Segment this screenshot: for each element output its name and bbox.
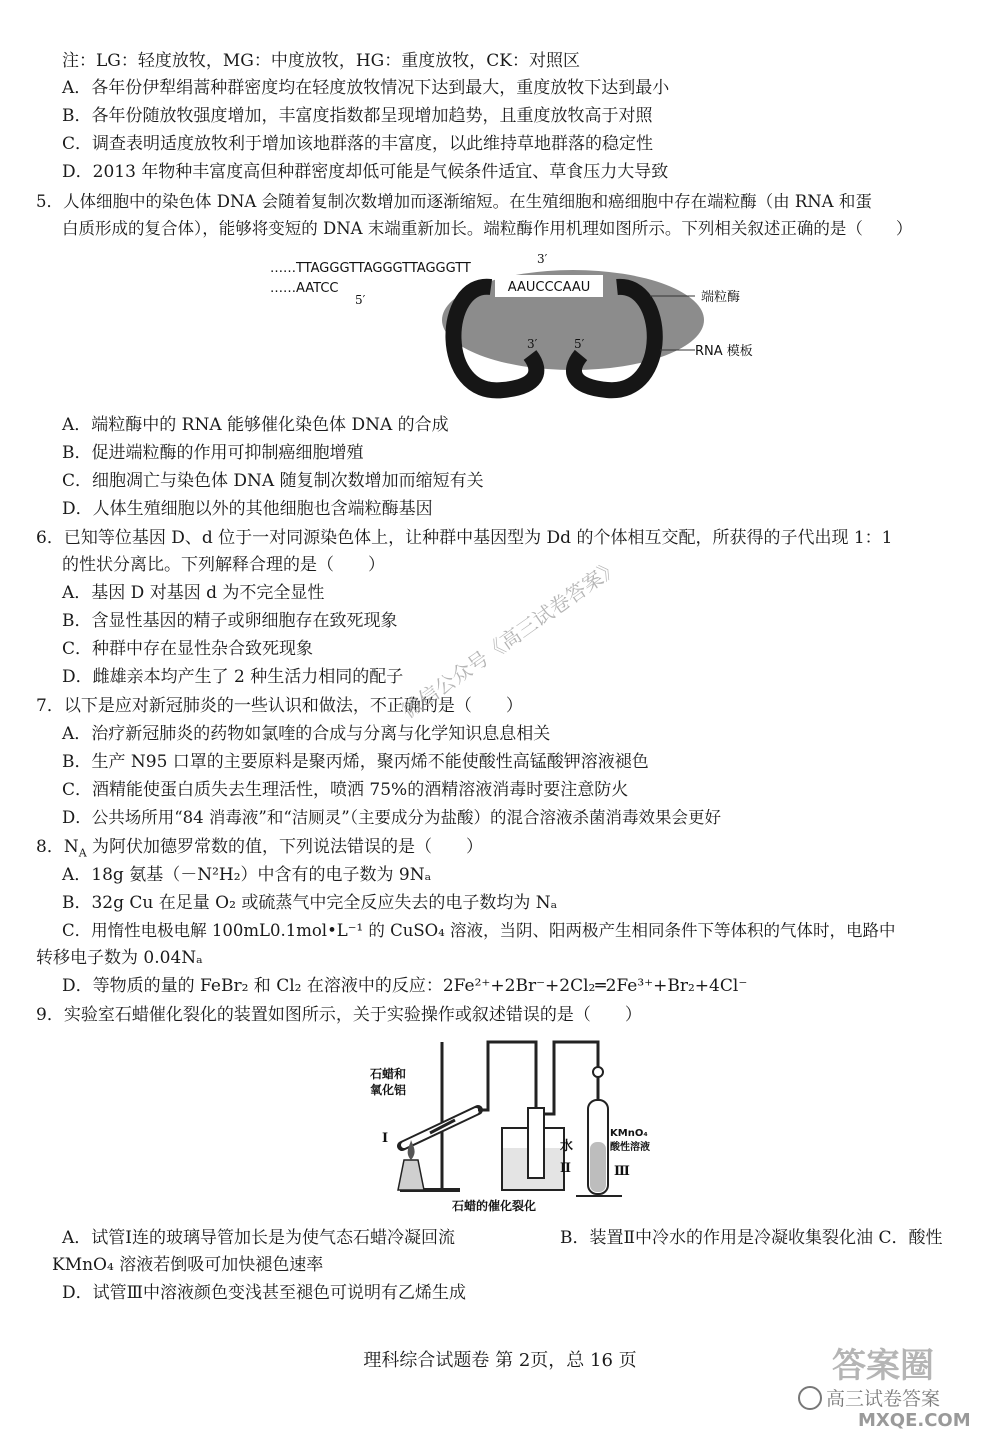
- q4-option-c: C．调查表明适度放牧利于增加该地群落的丰富度，以此维持草地群落的稳定性: [62, 134, 654, 154]
- q5-option-a: A．端粒酶中的 RNA 能够催化染色体 DNA 的合成: [62, 415, 449, 435]
- q8-stem-text: 为阿伏加德罗常数的值，下列说法错误的是（ ）: [86, 837, 484, 857]
- q5-stem-line1: 5．人体细胞中的染色体 DNA 会随着复制次数增加而逐渐缩短。在生殖细胞和癌细胞中存在端粒酶（由 RNA 和蛋: [36, 192, 872, 211]
- q6-option-d: D．雌雄亲本均产生了 2 种生活力相同的配子: [62, 667, 404, 687]
- diagonal-watermark: 微信公众号《高三试卷答案》: [397, 554, 625, 723]
- q6-option-c: C．种群中存在显性杂合致死现象: [62, 639, 314, 659]
- q7-option-c: C．酒精能使蛋白质失去生理活性，喷洒 75%的酒精溶液消毒时要注意防火: [62, 780, 629, 800]
- q9-option-d: D．试管Ⅲ中溶液颜色变浅甚至褪色可说明有乙烯生成: [62, 1283, 467, 1303]
- label-tube-i: Ⅰ: [382, 1131, 389, 1146]
- label-telomerase: 端粒酶: [701, 290, 741, 305]
- q8-na-symbol: N: [63, 837, 79, 857]
- figure-caption: 石蜡的催化裂化: [452, 1199, 537, 1213]
- label-kmno4: KMnO₄: [610, 1128, 648, 1139]
- label-tube-iii: Ⅲ: [614, 1164, 630, 1179]
- dna-bottom-strand: ……AATCC: [270, 281, 339, 296]
- q7-option-a: A．治疗新冠肺炎的药物如氯喹的合成与分离与化学知识息息相关: [62, 724, 551, 744]
- q9-option-c-cont: KMnO₄ 溶液若倒吸可加快褪色速率: [52, 1255, 324, 1275]
- q5-stem-line2: 白质形成的复合体），能够将变短的 DNA 末端重新加长。端粒酶作用机理如图所示。下列相关叙述正确的是（ ）: [62, 219, 913, 238]
- label-alumina: 氧化铝: [370, 1083, 407, 1097]
- q7-option-d: D．公共场所用“84 消毒液”和“洁厕灵”（主要成分为盐酸）的混合溶液杀菌消毒效果会更好: [62, 808, 721, 827]
- dna-3-end: 3′: [537, 252, 548, 266]
- page-footer: 理科综合试题卷 第 2页，总 16 页: [363, 1350, 637, 1371]
- q6-option-b: B．含显性基因的精子或卵细胞存在致死现象: [62, 611, 398, 631]
- q9-option-b-c: B．装置Ⅱ中冷水的作用是冷凝收集裂化油 C．酸性: [560, 1228, 943, 1248]
- q8-option-b: B．32g Cu 在足量 O₂ 或硫蒸气中完全反应失去的电子数均为 Nₐ: [62, 893, 558, 913]
- rna-sequence: AAUCCCAAU: [507, 280, 591, 295]
- corner-watermark-1: 高三试卷答案: [826, 1388, 941, 1410]
- q5-option-b: B．促进端粒酶的作用可抑制癌细胞增殖: [62, 443, 364, 463]
- q5-option-d: D．人体生殖细胞以外的其他细胞也含端粒酶基因: [62, 499, 433, 519]
- q4-option-a: A．各年份伊犁绢蒿种群密度均在轻度放牧情况下达到最大，重度放牧下达到最小: [62, 78, 670, 98]
- label-acidic-solution: 酸性溶液: [610, 1142, 650, 1153]
- q6-stem-line2: 的性状分离比。下列解释合理的是（ ）: [62, 555, 385, 575]
- label-rna-template: RNA 模板: [695, 344, 753, 359]
- q8-option-d: D．等物质的量的 FeBr₂ 和 Cl₂ 在溶液中的反应：2Fe²⁺+2Br⁻+2Cl₂═2Fe³⁺+Br₂+4Cl⁻: [62, 976, 748, 996]
- table-note: 注：LG：轻度放牧，MG：中度放牧，HG：重度放牧，CK：对照区: [62, 51, 580, 71]
- label-beaker-ii: Ⅱ: [560, 1161, 571, 1176]
- q9-stem: 9．实验室石蜡催化裂化的装置如图所示，关于实验操作或叙述错误的是（ ）: [36, 1005, 642, 1025]
- dna-top-strand: ……TTAGGGTTAGGGTTAGGGTT: [270, 261, 471, 276]
- rna-3-end: 3′: [527, 337, 538, 351]
- q4-option-d: D．2013 年物种丰富度高但种群密度却低可能是气候条件适宜、草食压力大导致: [62, 162, 669, 182]
- q7-stem: 7．以下是应对新冠肺炎的一些认识和做法，不正确的是（ ）: [36, 696, 523, 716]
- catalytic-cracking-apparatus: [360, 1030, 660, 1215]
- q8-option-c-line2: 转移电子数为 0.04Nₐ: [36, 948, 203, 968]
- wechat-icon: [798, 1386, 822, 1410]
- dna-5-end: 5′: [355, 293, 366, 307]
- q5-option-c: C．细胞凋亡与染色体 DNA 随复制次数增加而缩短有关: [62, 471, 484, 491]
- q6-stem-line1: 6．已知等位基因 D、d 位于一对同源染色体上，让种群中基因型为 Dd 的个体相互交配，所获得的子代出现 1：1: [36, 528, 893, 548]
- label-water: 水: [560, 1139, 574, 1154]
- rna-5-end: 5′: [574, 337, 585, 351]
- telomerase-figure: [255, 250, 775, 415]
- q7-option-b: B．生产 N95 口罩的主要原料是聚丙烯，聚丙烯不能使酸性高锰酸钾溶液褪色: [62, 752, 649, 772]
- q8-option-c-line1: C．用惰性电极电解 100mL0.1mol•L⁻¹ 的 CuSO₄ 溶液，当阴、阳两极产生相同条件下等体积的气体时，电路中: [62, 921, 896, 940]
- q6-option-a: A．基因 D 对基因 d 为不完全显性: [62, 583, 325, 603]
- corner-watermark-2: 答案圈: [832, 1346, 934, 1386]
- q8-number: 8．: [36, 837, 64, 857]
- alcohol-lamp: [398, 1160, 424, 1190]
- corner-watermark-3: MXQE.COM: [858, 1410, 971, 1431]
- label-paraffin: 石蜡和: [370, 1067, 407, 1081]
- q4-option-b: B．各年份随放牧强度增加，丰富度指数都呈现增加趋势，且重度放牧高于对照: [62, 106, 653, 126]
- q8-option-a: A．18g 氨基（－N²H₂）中含有的电子数为 9Nₐ: [62, 865, 432, 885]
- q8-na-subscript: A: [78, 846, 87, 860]
- q9-option-a: A．试管Ⅰ连的玻璃导管加长是为使气态石蜡冷凝回流: [62, 1228, 455, 1248]
